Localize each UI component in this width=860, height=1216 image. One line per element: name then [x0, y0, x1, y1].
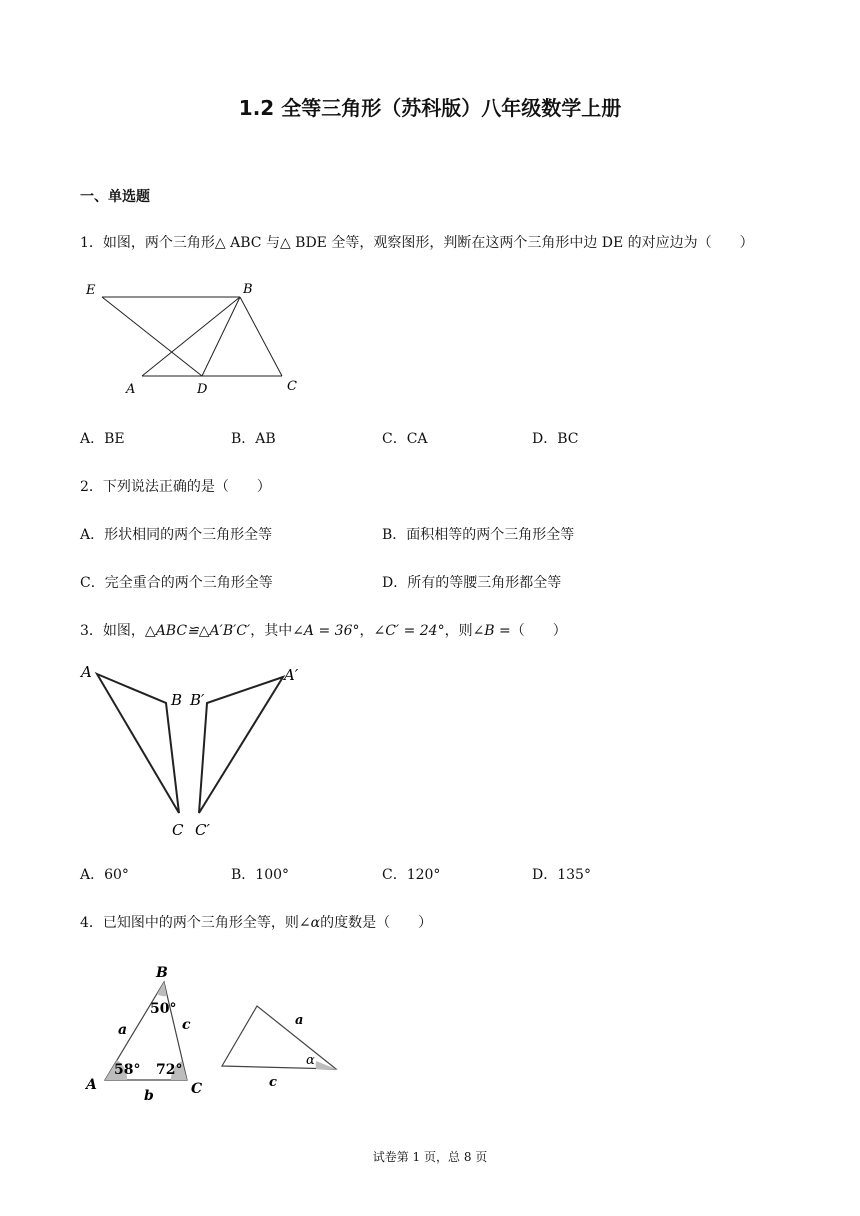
question-4-stem [80, 912, 432, 932]
question-1-stem: 1．如图，两个三角形△ ABC 与△ BDE 全等，观察图形，判断在这两个三角形中边 DE 的对应边为（ ） [80, 235, 754, 251]
q4-suffix: 的度数是（ ） [320, 915, 433, 931]
label-b: B [171, 691, 183, 709]
q3-angle-a: ∠A = 36° [292, 623, 360, 639]
q2-option-d[interactable]: D．所有的等腰三角形都全等 [382, 575, 562, 591]
label-b: B [243, 282, 253, 297]
side-a-right: a [295, 1013, 304, 1028]
question-3-figure [78, 660, 308, 842]
side-c: c [182, 1017, 191, 1033]
label-b: B [156, 965, 168, 981]
question-1-figure [80, 278, 320, 398]
angle-b-mark [157, 982, 167, 996]
side-b: b [144, 1088, 154, 1104]
q2-option-a[interactable]: A．形状相同的两个三角形全等 [80, 527, 273, 543]
label-c: C [191, 1081, 203, 1097]
q3-angle-c: ∠C′ = 24° [373, 623, 445, 639]
page-title: 1.2 全等三角形（苏科版）八年级数学上册 [238, 96, 622, 120]
angle-a-value: 58° [114, 1062, 141, 1078]
angle-alpha-label: α [306, 1053, 315, 1068]
label-e: E [86, 283, 96, 298]
label-d: D [197, 382, 208, 397]
label-a: A [126, 382, 136, 397]
q3-mid2: ，则 [444, 623, 473, 639]
side-a: a [118, 1022, 128, 1038]
question-3-stem [80, 620, 567, 640]
label-c-prime: C′ [195, 821, 210, 839]
q1-option-b[interactable]: B．AB [231, 431, 276, 447]
q2-option-b[interactable]: B．面积相等的两个三角形全等 [382, 527, 575, 543]
q3-option-d[interactable]: D．135° [532, 867, 591, 883]
q4-prefix: 4．已知图中的两个三角形全等，则 [80, 915, 299, 931]
q1-option-a[interactable]: A．BE [80, 431, 125, 447]
q3-option-a[interactable]: A．60° [80, 867, 129, 883]
q2-option-c[interactable]: C．完全重合的两个三角形全等 [80, 575, 273, 591]
q3-angle-b: ∠B = [472, 623, 511, 639]
label-b-prime: B′ [190, 691, 205, 709]
angle-b-value: 50° [150, 1001, 177, 1017]
q4-alpha: ∠α [298, 915, 321, 931]
q3-prefix: 3．如图， [80, 623, 145, 639]
side-c-right: c [269, 1075, 277, 1090]
label-a: A [81, 663, 92, 681]
page-footer: 试卷第 1 页，总 8 页 [372, 1150, 488, 1164]
angle-c-value: 72° [156, 1062, 183, 1078]
question-2-stem: 2．下列说法正确的是（ ） [80, 479, 271, 495]
label-c: C [287, 379, 297, 394]
question-4-figure [80, 958, 350, 1108]
angle-alpha-mark [316, 1061, 336, 1069]
q3-option-b[interactable]: B．100° [231, 867, 290, 883]
q3-sep: ， [359, 623, 374, 639]
label-a: A [86, 1077, 97, 1093]
q3-option-c[interactable]: C．120° [382, 867, 441, 883]
q3-congruence: △ABC≌△A′B′C′ [144, 623, 251, 639]
label-c: C [172, 821, 184, 839]
q3-suffix: （ ） [510, 623, 567, 639]
q1-option-d[interactable]: D．BC [532, 431, 579, 447]
q1-option-c[interactable]: C．CA [382, 431, 428, 447]
label-a-prime: A′ [284, 666, 299, 684]
section-heading: 一、单选题 [80, 189, 150, 205]
q3-mid: ，其中 [250, 623, 293, 639]
